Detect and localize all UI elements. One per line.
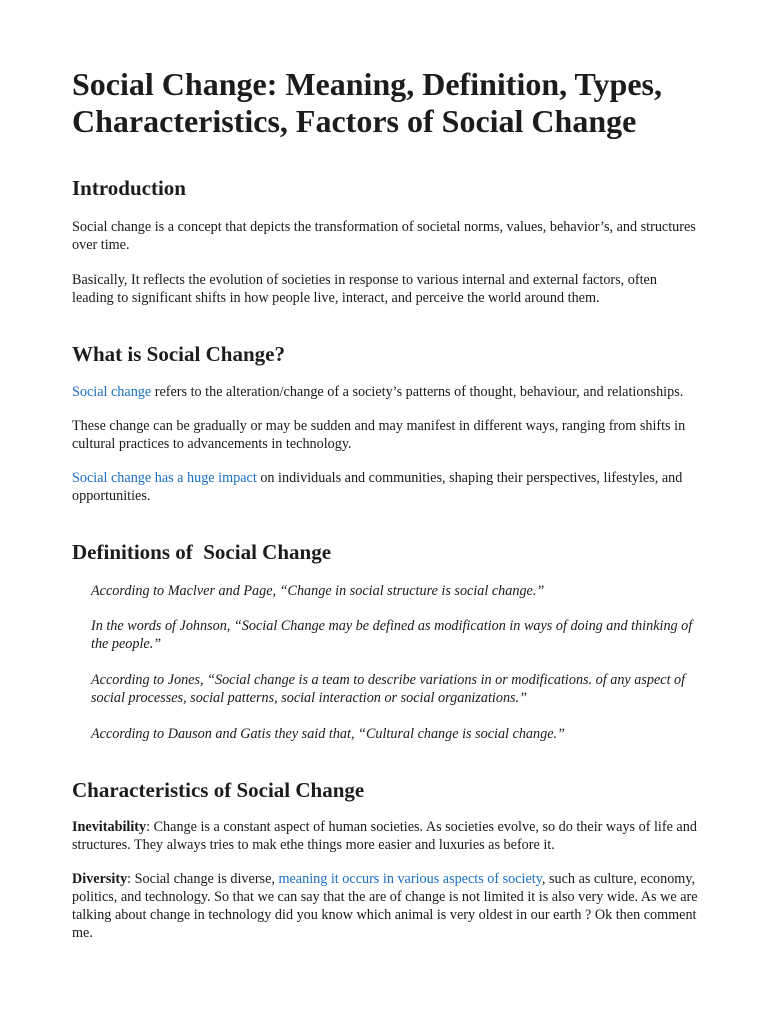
definition-quote-4: According to Dauson and Gatis they said that, “Cultural change is social change.”: [91, 726, 565, 742]
page-title: Social Change: Meaning, Definition, Types, Characteristics, Factors of Social Change: [72, 66, 662, 139]
what-paragraph-3-text: on individuals and communities, shaping their perspectives, lifestyles, and opportunities.: [72, 470, 683, 504]
intro-paragraph-1: Social change is a concept that depicts the transformation of societal norms, values, behavior’s, and structures over time.: [72, 219, 696, 253]
definition-quote-3: According to Jones, “Social change is a team to describe variations in or modifications. of any aspect of social processes, social patterns, social interaction or social organizations.”: [91, 672, 686, 706]
inevitability-term: Inevitability: [72, 819, 147, 835]
what-paragraph-2: These change can be gradually or may be sudden and may manifest in different ways, ranging from shifts in cultural practices to advancements in technology.: [72, 418, 686, 452]
what-paragraph-1-text: refers to the alteration/change of a society’s patterns of thought, behaviour, and relationships.: [151, 384, 684, 400]
heading-what-is-social-change: What is Social Change?: [72, 342, 285, 366]
diversity-text-1: : Social change is diverse,: [127, 871, 279, 887]
heading-definitions: Definitions of Social Change: [72, 540, 332, 564]
characteristic-inevitability: [72, 818, 700, 854]
what-paragraph-1: [72, 383, 700, 401]
social-change-link[interactable]: Social change: [72, 384, 152, 400]
heading-characteristics: Characteristics of Social Change: [72, 778, 365, 802]
heading-introduction: Introduction: [72, 176, 186, 200]
inevitability-text: : Change is a constant aspect of human societies. As societies evolve, so do their ways of life and structures. They always tries to mak ethe things more easier and luxuries as before it.: [72, 819, 697, 853]
huge-impact-link[interactable]: Social change has a huge impact: [72, 470, 257, 486]
various-aspects-link[interactable]: meaning it occurs in various aspects of society: [278, 871, 542, 887]
diversity-term: Diversity: [72, 871, 128, 887]
definition-quote-1: According to Maclver and Page, “Change in social structure is social change.”: [91, 583, 545, 599]
definition-quote-2: In the words of Johnson, “Social Change may be defined as modification in ways of doing and thinking of the people.”: [91, 618, 693, 652]
intro-paragraph-2: Basically, It reflects the evolution of societies in response to various internal and external factors, often leading to significant shifts in how people live, interact, and perceive the world around them.: [72, 272, 657, 306]
diversity-text-2: , such as culture, economy, politics, and technology. So that we can say that the are of change is not limited it is also very wide. As we are talking about change in technology did you know which animal is very oldest in our earth ? Ok then comment me.: [72, 871, 698, 941]
characteristic-diversity: [72, 870, 700, 942]
what-paragraph-3: [72, 469, 700, 505]
